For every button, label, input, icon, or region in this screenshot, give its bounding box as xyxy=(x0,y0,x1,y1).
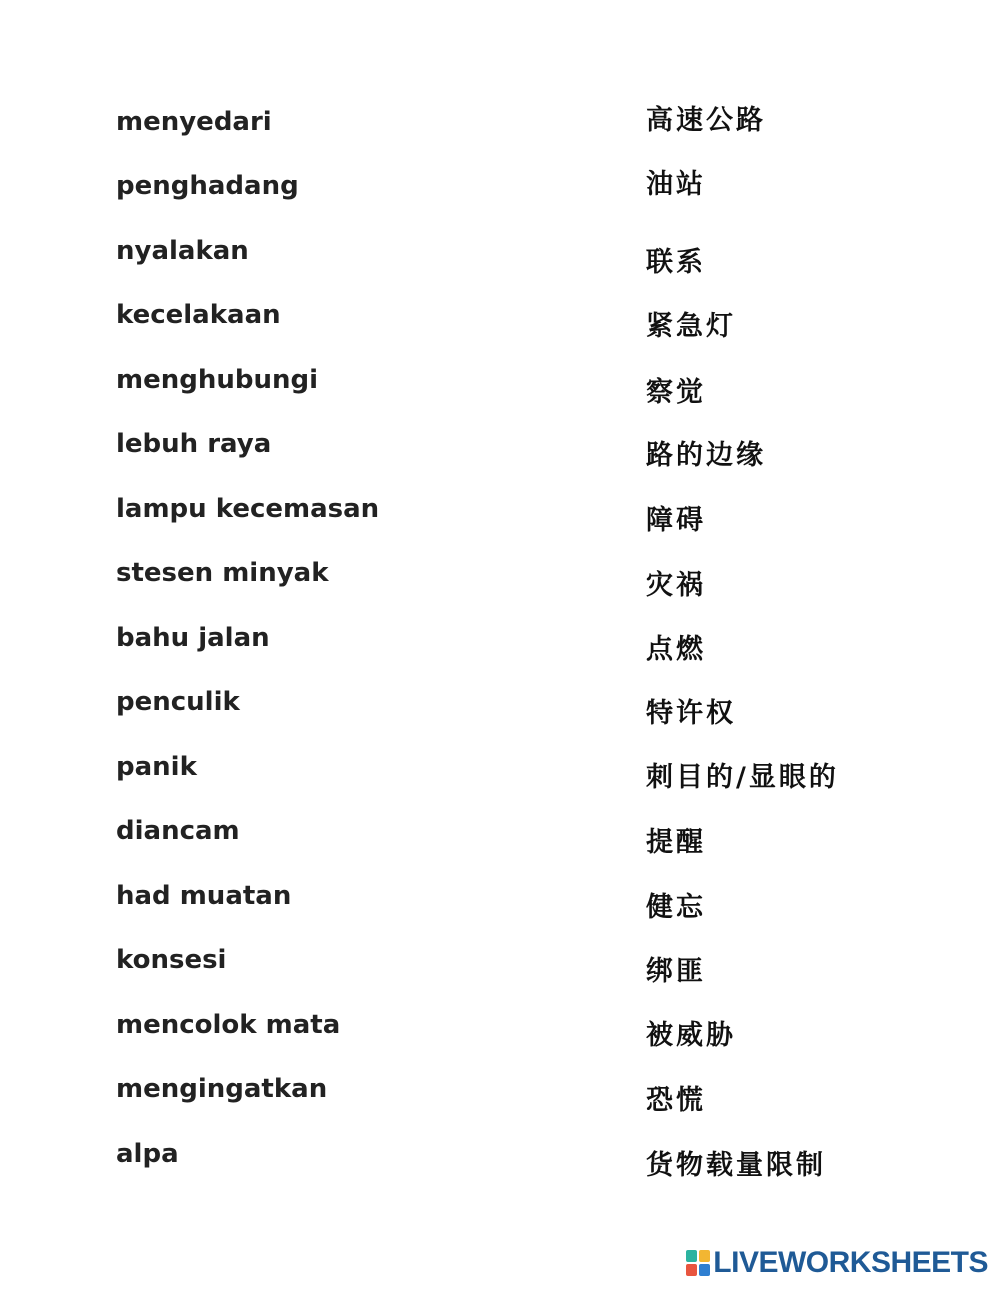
malay-word-1[interactable]: menyedari xyxy=(116,107,272,137)
malay-word-10[interactable]: penculik xyxy=(116,687,240,717)
malay-word-6[interactable]: lebuh raya xyxy=(116,429,272,459)
malay-word-15[interactable]: mencolok mata xyxy=(116,1010,341,1040)
malay-word-2[interactable]: penghadang xyxy=(116,171,299,201)
chinese-word-11[interactable]: 刺目的/显眼的 xyxy=(646,762,839,793)
chinese-word-5[interactable]: 察觉 xyxy=(646,377,706,408)
logo-tile-4 xyxy=(699,1264,710,1276)
malay-word-column xyxy=(116,0,576,1294)
malay-word-11[interactable]: panik xyxy=(116,752,197,782)
liveworksheets-logo-icon xyxy=(686,1250,710,1276)
chinese-word-9[interactable]: 点燃 xyxy=(646,634,706,665)
malay-word-12[interactable]: diancam xyxy=(116,816,240,846)
liveworksheets-logo xyxy=(686,1248,988,1278)
chinese-word-10[interactable]: 特许权 xyxy=(646,698,736,729)
chinese-word-8[interactable]: 灾祸 xyxy=(646,570,706,601)
chinese-word-2[interactable]: 油站 xyxy=(646,169,706,200)
logo-tile-3 xyxy=(686,1264,697,1276)
chinese-word-4[interactable]: 紧急灯 xyxy=(646,311,736,342)
chinese-word-17[interactable]: 货物载量限制 xyxy=(646,1150,826,1181)
logo-tile-1 xyxy=(686,1250,697,1262)
chinese-word-1[interactable]: 高速公路 xyxy=(646,105,766,136)
chinese-word-12[interactable]: 提醒 xyxy=(646,827,706,858)
chinese-word-column xyxy=(646,0,986,1294)
malay-word-13[interactable]: had muatan xyxy=(116,881,292,911)
chinese-word-14[interactable]: 绑匪 xyxy=(646,956,706,987)
malay-word-3[interactable]: nyalakan xyxy=(116,236,249,266)
malay-word-16[interactable]: mengingatkan xyxy=(116,1074,328,1104)
chinese-word-3[interactable]: 联系 xyxy=(646,247,706,278)
chinese-word-6[interactable]: 路的边缘 xyxy=(646,440,766,471)
malay-word-5[interactable]: menghubungi xyxy=(116,365,319,395)
malay-word-7[interactable]: lampu kecemasan xyxy=(116,494,380,524)
malay-word-8[interactable]: stesen minyak xyxy=(116,558,329,588)
logo-tile-2 xyxy=(699,1250,710,1262)
malay-word-9[interactable]: bahu jalan xyxy=(116,623,270,653)
chinese-word-15[interactable]: 被威胁 xyxy=(646,1020,736,1051)
malay-word-14[interactable]: konsesi xyxy=(116,945,227,975)
chinese-word-16[interactable]: 恐慌 xyxy=(646,1085,706,1116)
liveworksheets-logo-text: LIVEWORKSHEETS xyxy=(713,1246,988,1279)
chinese-word-7[interactable]: 障碍 xyxy=(646,505,706,536)
malay-word-4[interactable]: kecelakaan xyxy=(116,300,281,330)
chinese-word-13[interactable]: 健忘 xyxy=(646,892,706,923)
malay-word-17[interactable]: alpa xyxy=(116,1139,179,1169)
